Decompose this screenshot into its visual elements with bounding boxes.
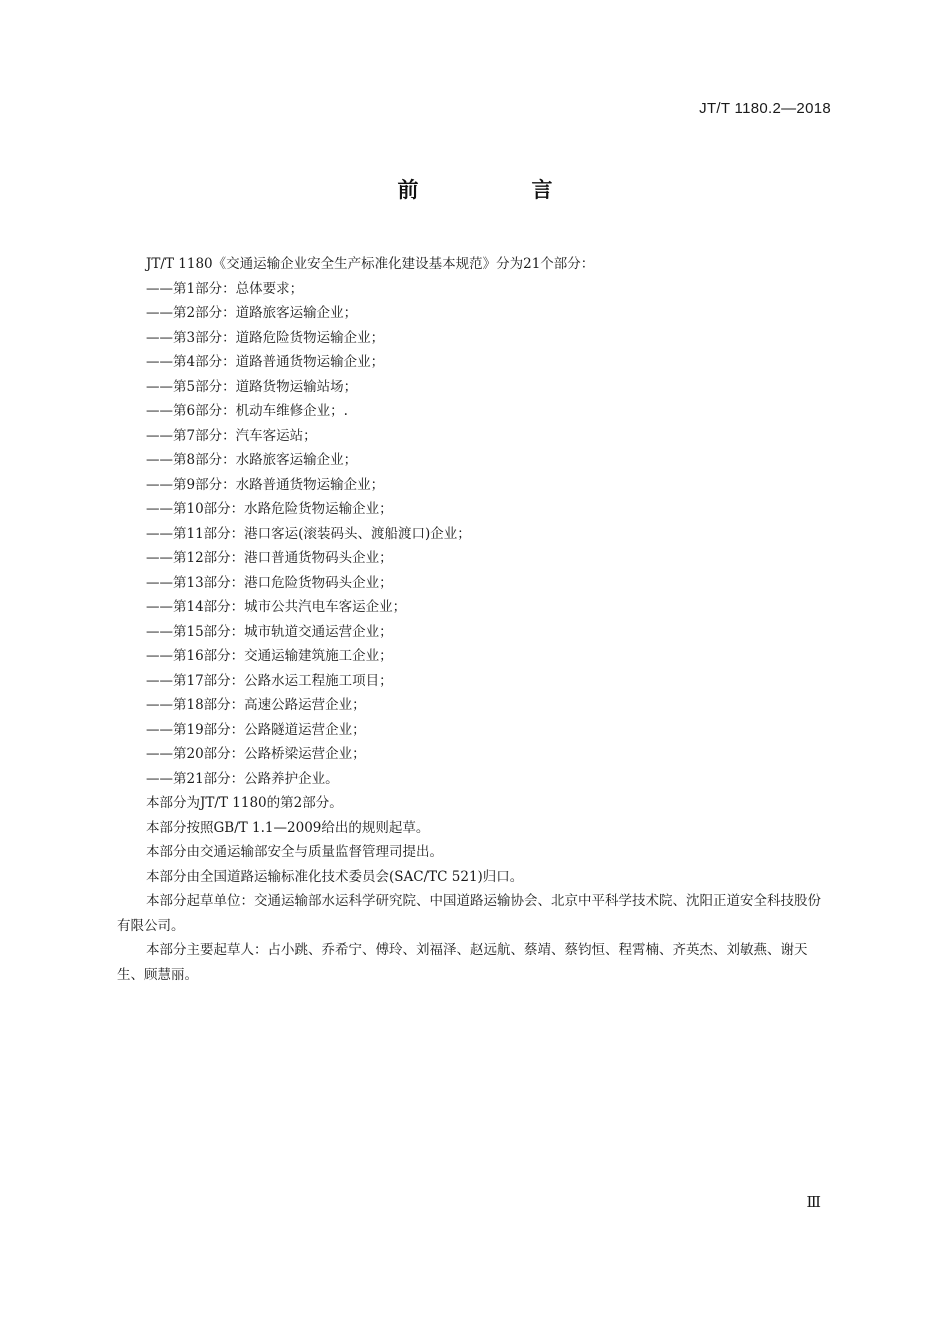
- list-item: ——第8部分：水路旅客运输企业；: [146, 452, 358, 468]
- statement-paragraph: 本部分由全国道路运输标准化技术委员会(SAC/TC 521)归口。: [146, 868, 524, 885]
- list-item: ——第18部分：高速公路运营企业；: [146, 697, 366, 713]
- list-item: ——第4部分：道路普通货物运输企业；: [146, 354, 385, 370]
- list-item: ——第11部分：港口客运(滚装码头、渡船渡口)企业；: [146, 525, 471, 542]
- drafters-paragraph: 本部分主要起草人：占小跳、乔希宁、傅玲、刘福泽、赵远航、蔡靖、蔡钧恒、程霄楠、齐英杰、刘敏燕、谢天生、顾慧丽。: [117, 942, 808, 983]
- list-item: ——第15部分：城市轨道交通运营企业；: [146, 623, 393, 640]
- list-item: ——第3部分：道路危险货物运输企业；: [146, 329, 385, 346]
- list-item: ——第13部分：港口危险货物码头企业；: [146, 574, 393, 591]
- statement-paragraph: 本部分按照GB/T 1.1—2009给出的规则起草。: [146, 819, 430, 836]
- list-item: ——第5部分：道路货物运输站场；: [146, 378, 358, 395]
- page-title: 前 言: [397, 178, 599, 202]
- list-item: ——第6部分：机动车维修企业；.: [146, 403, 348, 419]
- list-item: ——第9部分：水路普通货物运输企业；: [146, 476, 385, 493]
- foreword-body: [117, 252, 833, 987]
- list-item: ——第14部分：城市公共汽电车客运企业；: [146, 599, 407, 615]
- statement-paragraph: 本部分为JT/T 1180的第2部分。: [146, 795, 343, 811]
- statement-paragraph: 本部分由交通运输部安全与质量监督管理司提出。: [146, 844, 443, 860]
- drafting-units-paragraph: 本部分起草单位：交通运输部水运科学研究院、中国道路运输协会、北京中平科学技术院、沈阳正道安全科技股份有限公司。: [117, 893, 821, 934]
- parts-list: [117, 277, 833, 792]
- list-item: ——第21部分：公路养护企业。: [146, 770, 339, 787]
- list-item: ——第16部分：交通运输建筑施工企业；: [146, 648, 393, 664]
- list-item: ——第10部分：水路危险货物运输企业；: [146, 501, 393, 517]
- standard-code: JT/T 1180.2—2018: [699, 100, 831, 117]
- list-item: ——第12部分：港口普通货物码头企业；: [146, 550, 393, 566]
- list-item: ——第2部分：道路旅客运输企业；: [146, 305, 358, 321]
- list-item: ——第7部分：汽车客运站；: [146, 427, 317, 444]
- list-item: ——第19部分：公路隧道运营企业；: [146, 721, 366, 738]
- page-number: Ⅲ: [806, 1193, 821, 1211]
- list-item: ——第1部分：总体要求；: [146, 280, 304, 297]
- list-item: ——第17部分：公路水运工程施工项目；: [146, 672, 393, 689]
- list-item: ——第20部分：公路桥梁运营企业；: [146, 746, 366, 762]
- intro-paragraph: JT/T 1180《交通运输企业安全生产标准化建设基本规范》分为21个部分：: [146, 256, 595, 272]
